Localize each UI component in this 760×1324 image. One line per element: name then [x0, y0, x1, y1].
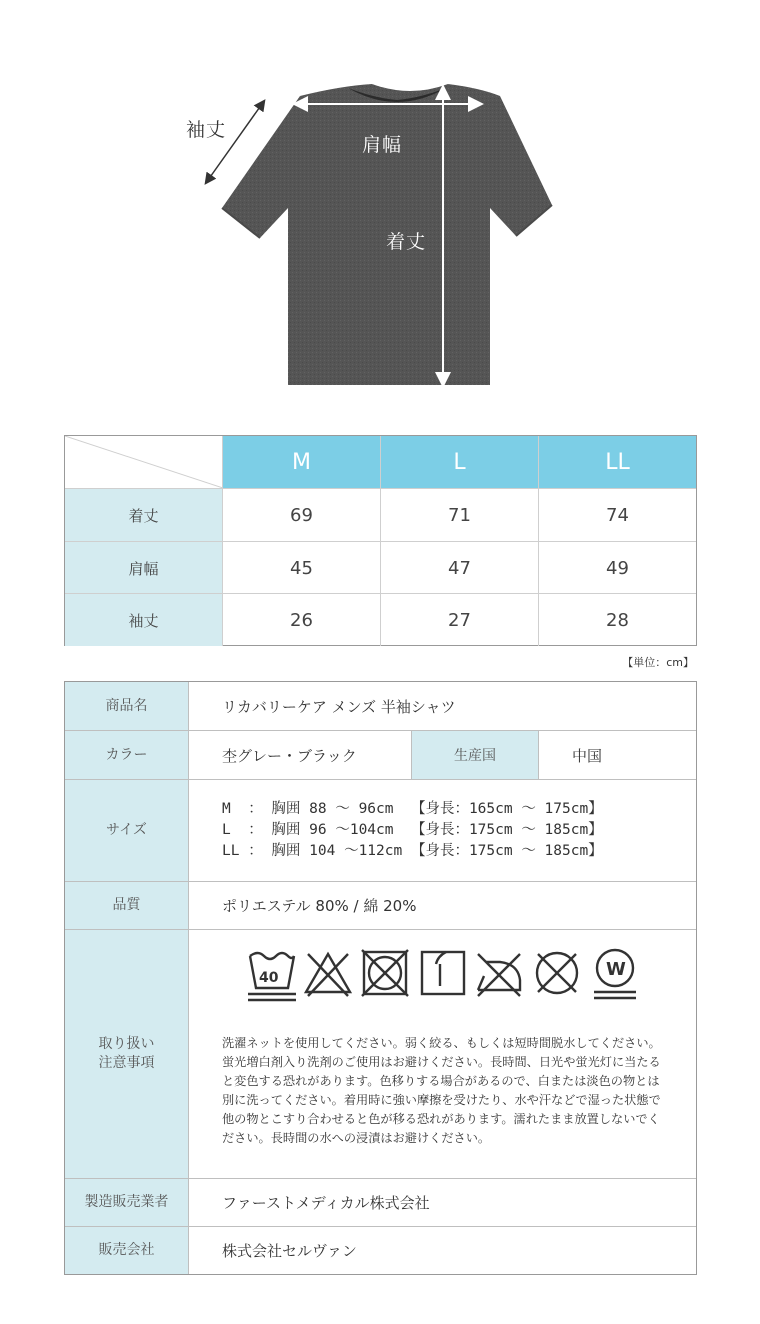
size-header-ll: LL: [539, 436, 696, 488]
sleeve-label: 袖丈: [186, 119, 227, 141]
size-lines: [222, 799, 603, 862]
seller-label: 販売会社: [65, 1227, 189, 1274]
size-value: 28: [606, 609, 629, 631]
size-value: 49: [606, 557, 629, 579]
wash-40-icon: [248, 953, 296, 1000]
no-bleach-icon: [306, 954, 350, 996]
size-table-header: [65, 436, 696, 488]
seller-value: 株式会社セルヴァン: [222, 1242, 357, 1260]
spec-row-size: [65, 779, 696, 881]
size-label: サイズ: [65, 780, 189, 881]
spec-row-product-name: [65, 682, 696, 730]
size-value: 74: [606, 505, 629, 526]
row-label: 袖丈: [65, 594, 223, 646]
wash-temp: 40: [259, 970, 279, 986]
table-row: [65, 541, 696, 594]
no-dry-clean-icon: [537, 953, 577, 993]
color-value: 杢グレー・ブラック: [222, 746, 357, 765]
diagonal-line: [65, 436, 223, 488]
shoulder-label: 肩幅: [362, 134, 403, 156]
table-row: [65, 593, 696, 646]
unit-note: 【単位：cm】: [622, 656, 694, 669]
row-label: 肩幅: [65, 542, 223, 594]
wet-clean-icon: [594, 950, 636, 998]
no-tumble-dry-icon: [362, 950, 408, 996]
spec-row-seller: [65, 1226, 696, 1274]
tshirt-illustration: [0, 0, 760, 400]
size-header-m: M: [223, 436, 381, 488]
care-instructions: 洗濯ネットを使用してください。弱く絞る、もしくは短時間脱水してください。蛍光増白剤入り洗剤のご使用はお避けください。長時間、日光や蛍光灯に当たると変色する恐れがあります。色移りする場合があるので、白または淡色の物とは別に洗ってください。着用時に強い摩擦を受けたり、水や汗などで湿った状態で他の物とこすり合わせると色が移る恐れがあります。濡れたまま放置しないでください。長時間の水への浸漬はお避けください。: [222, 1036, 661, 1145]
table-row: [65, 488, 696, 542]
size-line-ll: LL ： 胸囲 104 ～112cm 【身長：175cm ～ 185cm】: [222, 843, 603, 859]
no-iron-icon: [478, 954, 520, 996]
size-table: [64, 435, 697, 646]
material-value: ポリエステル 80% / 綿 20%: [222, 897, 417, 915]
origin-value: 中国: [572, 746, 603, 765]
manufacturer-label: 製造販売業者: [65, 1179, 189, 1226]
spec-row-material: [65, 881, 696, 929]
spec-row-manufacturer: [65, 1178, 696, 1226]
product-name-label: 商品名: [65, 682, 189, 730]
size-value-block: [189, 780, 696, 881]
origin-label: 生産国: [411, 731, 539, 779]
material-label: 品質: [65, 882, 189, 929]
size-line-l: L ： 胸囲 96 ～104cm 【身長：175cm ～ 185cm】: [222, 822, 603, 838]
size-value: 47: [381, 542, 539, 594]
manufacturer-value: ファーストメディカル株式会社: [222, 1194, 430, 1212]
spec-table: [64, 681, 697, 1275]
care-label-line2: 注意事項: [98, 1055, 155, 1071]
care-label: [65, 930, 189, 1178]
size-value: 71: [381, 489, 539, 542]
length-label: 着丈: [386, 231, 427, 253]
size-line-m: M ： 胸囲 88 ～ 96cm 【身長：165cm ～ 175cm】: [222, 801, 603, 817]
care-icons: [246, 946, 656, 1004]
product-name-value: リカバリーケア メンズ 半袖シャツ: [222, 697, 456, 716]
tshirt-diagram: [0, 0, 760, 400]
spec-row-color: [65, 730, 696, 779]
size-value: 69: [223, 489, 381, 542]
size-header-l: L: [381, 436, 539, 488]
corner-cell: [65, 436, 223, 488]
size-value: 26: [223, 594, 381, 646]
spec-row-care: [65, 929, 696, 1178]
line-dry-icon: [422, 952, 464, 994]
wet-clean-letter: W: [606, 959, 626, 980]
size-value: 45: [223, 542, 381, 594]
row-label: 着丈: [65, 489, 223, 542]
color-label: カラー: [65, 731, 189, 779]
care-value: [189, 930, 696, 1178]
care-label-line1: 取り扱い: [98, 1036, 155, 1052]
size-value: 27: [381, 594, 539, 646]
